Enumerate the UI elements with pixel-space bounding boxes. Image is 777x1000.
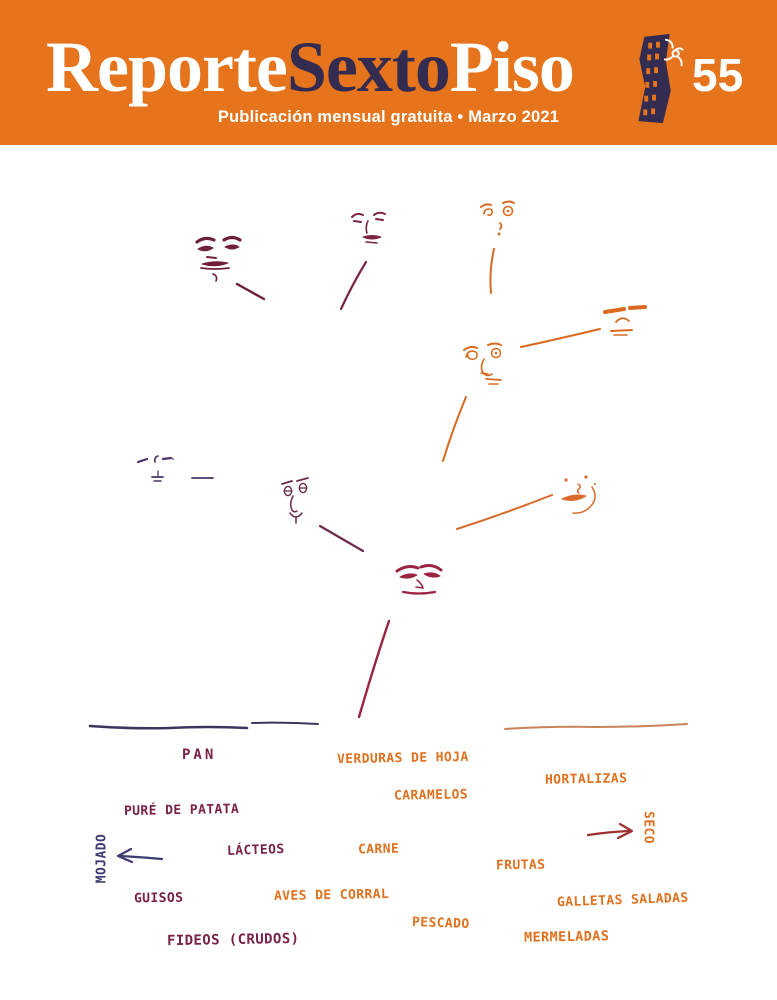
food-label-frutas: FRUTAS bbox=[495, 857, 546, 874]
connector-line bbox=[320, 526, 363, 551]
left-arrow-icon bbox=[118, 849, 162, 862]
face-sketch-right bbox=[521, 307, 645, 347]
face-sketch-small-left bbox=[138, 456, 213, 481]
food-label-pan: PAN bbox=[182, 747, 217, 763]
trunk-line bbox=[359, 621, 389, 717]
food-label-guisos: GUISOS bbox=[133, 890, 184, 907]
axis-label-seco: SECO bbox=[640, 811, 656, 844]
food-label-hortalizas: HORTALIZAS bbox=[544, 771, 628, 788]
face-sketch-middle-orange bbox=[443, 344, 501, 462]
connector-line bbox=[341, 262, 366, 309]
food-label-aves: AVES DE CORRAL bbox=[273, 886, 390, 905]
face-sketch-upper-left bbox=[197, 238, 264, 300]
face-sketch-top-middle bbox=[341, 213, 385, 309]
title-part-piso: Piso bbox=[449, 27, 574, 107]
table-edge-lines bbox=[90, 723, 687, 729]
title-part-sexto: Sexto bbox=[286, 27, 450, 107]
issue-number: 55 bbox=[692, 49, 744, 101]
food-label-caramelos: CARAMELOS bbox=[393, 787, 469, 804]
connector-line bbox=[457, 495, 552, 529]
food-label-pescado: PESCADO bbox=[411, 914, 470, 933]
title-part-reporte: Reporte bbox=[46, 27, 287, 107]
axis-label-mojado: MOJADO bbox=[94, 833, 110, 884]
publication-subtitle: Publicación mensual gratuita • Marzo 2021 bbox=[217, 108, 560, 126]
food-label-mermeladas: MERMELADAS bbox=[523, 928, 610, 946]
food-label-lacteos: LÁCTEOS bbox=[226, 841, 285, 860]
food-label-pure: PURÉ DE PATATA bbox=[123, 801, 240, 820]
face-sketch-lower-right bbox=[457, 475, 596, 529]
connector-line bbox=[443, 397, 466, 461]
food-label-galletas: GALLETAS SALADAS bbox=[556, 890, 689, 911]
face-sketch-top-orange bbox=[481, 202, 514, 294]
connector-line bbox=[521, 329, 600, 347]
food-label-carne: CARNE bbox=[357, 841, 400, 858]
face-sketch-central-angry bbox=[359, 566, 441, 717]
face-sketch-theta-eyes bbox=[282, 478, 363, 551]
food-label-verduras: VERDURAS DE HOJA bbox=[336, 749, 469, 768]
food-label-fideos: FIDEOS (CRUDOS) bbox=[166, 930, 300, 950]
connector-line bbox=[490, 249, 494, 293]
connector-line bbox=[237, 284, 264, 299]
right-arrow-icon bbox=[588, 824, 632, 838]
